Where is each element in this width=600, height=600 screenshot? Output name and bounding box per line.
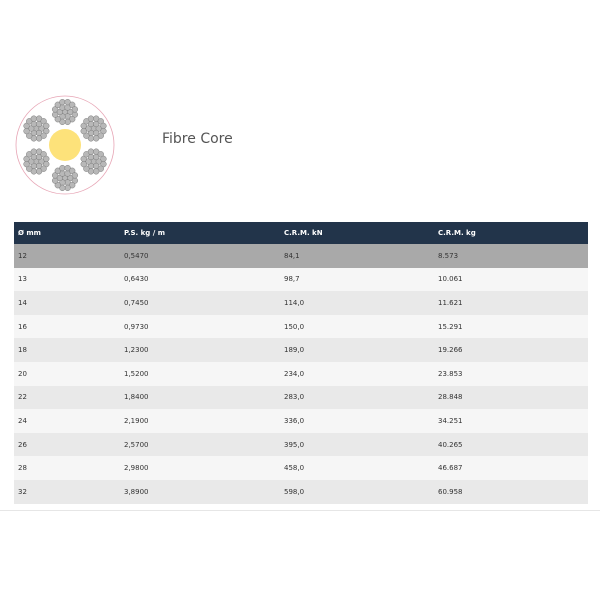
cell-diameter: 28 [18,464,27,473]
wire [31,116,37,122]
cell-weight: 0,9730 [124,322,149,331]
wire [43,156,49,162]
wire [72,106,78,112]
wire [101,123,107,129]
cell-diameter: 24 [18,416,27,425]
cell-weight: 1,5200 [124,369,149,378]
wire [93,135,99,141]
wire [36,168,42,174]
cell-breaking-load-kg: 46.687 [438,464,463,473]
cell-diameter: 20 [18,369,27,378]
cell-breaking-load-kg: 23.853 [438,369,463,378]
cell-breaking-load-kg: 8.573 [438,251,459,260]
cell-breaking-load-kn: 598,0 [284,487,305,496]
table-row [14,291,588,315]
cell-breaking-load-kn: 234,0 [284,369,305,378]
cell-weight: 0,5470 [124,251,149,260]
table-row [14,480,588,504]
table-row [14,315,588,339]
wire [52,112,58,118]
cell-breaking-load-kn: 458,0 [284,464,305,473]
table-row [14,433,588,457]
wire [65,119,71,125]
cell-breaking-load-kn: 336,0 [284,416,305,425]
cell-breaking-load-kn: 98,7 [284,275,300,284]
strand [24,116,50,142]
cell-breaking-load-kg: 34.251 [438,416,463,425]
table-row [14,456,588,480]
header-diameter: Ø mm [18,229,41,237]
table-row [14,244,588,268]
cell-breaking-load-kg: 11.621 [438,298,463,307]
strand [52,165,78,191]
wire [88,116,94,122]
cell-breaking-load-kg: 10.061 [438,275,463,284]
wire [65,185,71,191]
wire [81,128,87,134]
wire [24,161,30,167]
table-row [14,362,588,386]
cell-diameter: 12 [18,251,27,260]
cell-breaking-load-kn: 150,0 [284,322,305,331]
strand [81,149,107,175]
cell-diameter: 26 [18,440,27,449]
header-breaking-load-kn: C.R.M. kN [284,229,323,237]
fibre-core [49,129,81,161]
wire [81,161,87,167]
cell-breaking-load-kn: 114,0 [284,298,305,307]
wire [59,165,65,171]
table-header-row [14,222,588,244]
cell-breaking-load-kg: 40.265 [438,440,463,449]
wire [43,123,49,129]
core-type-label: Fibre Core [162,131,233,147]
cell-diameter: 32 [18,487,27,496]
wire [24,128,30,134]
strand [52,99,78,125]
cell-weight: 0,6430 [124,275,149,284]
table-row [14,338,588,362]
cell-breaking-load-kg: 15.291 [438,322,463,331]
cell-breaking-load-kg: 28.848 [438,393,463,402]
cell-breaking-load-kn: 84,1 [284,251,300,260]
table-row [14,268,588,292]
wire [31,149,37,155]
wire [52,178,58,184]
rope-cross-section-icon [15,95,115,195]
rope-specs-table [14,222,588,504]
cell-diameter: 18 [18,346,27,355]
cell-breaking-load-kn: 395,0 [284,440,305,449]
cell-weight: 3,8900 [124,487,149,496]
cell-weight: 1,8400 [124,393,149,402]
cell-weight: 2,9800 [124,464,149,473]
cell-weight: 2,5700 [124,440,149,449]
wire [88,149,94,155]
cell-diameter: 16 [18,322,27,331]
wire [93,168,99,174]
wire [72,172,78,178]
wire [36,135,42,141]
table-body [14,244,588,504]
wire [101,156,107,162]
cell-diameter: 14 [18,298,27,307]
cell-diameter: 13 [18,275,27,284]
strand [81,116,107,142]
cell-breaking-load-kg: 19.266 [438,346,463,355]
header-weight: P.S. kg / m [124,229,166,237]
table-row [14,409,588,433]
cell-weight: 2,1900 [124,416,149,425]
header-breaking-load-kg: C.R.M. kg [438,229,476,237]
divider [0,510,600,511]
cell-breaking-load-kn: 189,0 [284,346,305,355]
cell-breaking-load-kn: 283,0 [284,393,305,402]
wire [59,99,65,105]
cell-breaking-load-kg: 60.958 [438,487,463,496]
cell-weight: 0,7450 [124,298,149,307]
strand [24,149,50,175]
cell-diameter: 22 [18,393,27,402]
cell-weight: 1,2300 [124,346,149,355]
table-row [14,386,588,410]
